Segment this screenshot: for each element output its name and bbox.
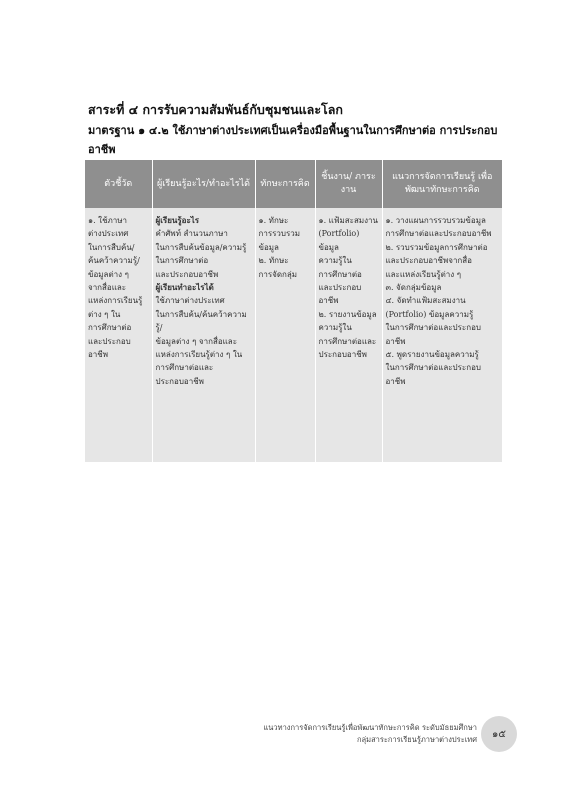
cell-line: ในการศึกษาต่อและประกอบ bbox=[385, 323, 481, 333]
cell-line: และประกอบอาชีพ bbox=[318, 283, 362, 306]
cell-line: และแหล่งเรียนรู้ต่าง ๆ bbox=[385, 269, 462, 279]
cell-line: อาชีพ bbox=[88, 350, 108, 360]
cell-line: อาชีพ bbox=[385, 376, 406, 386]
cell-line: การศึกษาต่อ bbox=[318, 269, 362, 279]
cell-line: การศึกษาต่อและ bbox=[155, 363, 214, 373]
thinking-skill-cell bbox=[255, 208, 315, 462]
cell-line: ความรู้ใน bbox=[318, 323, 352, 333]
cell-line: จากสื่อและ bbox=[88, 283, 127, 293]
cell-line: ๒. รายงานข้อมูล bbox=[318, 309, 377, 319]
cell-line: (Portfolio) ข้อมูล bbox=[318, 229, 360, 252]
cell-line: ผู้เรียนรู้อะไร bbox=[155, 215, 200, 225]
cell-line: ในการสืบค้นข้อมูล/ความรู้ bbox=[155, 242, 247, 252]
cell-line: ข้อมูลต่าง ๆ bbox=[88, 269, 129, 279]
learning-approach-cell bbox=[382, 208, 502, 462]
cell-line: แหล่งการเรียนรู้ต่าง ๆ ใน bbox=[155, 350, 243, 360]
cell-line: การศึกษาต่อและ bbox=[318, 336, 377, 346]
cell-line: ๑. วางแผนการรวบรวมข้อมูล bbox=[385, 216, 486, 225]
standard-line-1: มาตรฐาน ๑ ๔.๒ ใช้ภาษาต่างประเทศเป็นเครื่องมือพื้นฐานในการศึกษาต่อ การประกอบอาชีพ bbox=[88, 124, 498, 156]
cell-line: ๒. ทักษะ bbox=[258, 256, 289, 266]
cell-line: การรวบรวม bbox=[258, 229, 301, 239]
cell-line: ๔. จัดทำแฟ้มสะสมงาน bbox=[385, 296, 466, 306]
strand-heading: สาระที่ ๔ การรับความสัมพันธ์กับชุมชนและโลก bbox=[88, 102, 343, 117]
curriculum-table bbox=[85, 160, 502, 462]
page-number: ๑๕ bbox=[481, 716, 517, 752]
table-header-row bbox=[85, 160, 502, 208]
header-learning-approach: แนวการจัดการเรียนรู้ เพื่อพัฒนาทักษะการคิด bbox=[382, 160, 502, 208]
cell-line: และประกอบ bbox=[88, 336, 131, 346]
footer-line-1: แนวทางการจัดการเรียนรู้เพื่อพัฒนาทักษะการคิด ระดับมัธยมศึกษา bbox=[263, 723, 477, 732]
cell-line: ต่างประเทศ bbox=[88, 229, 129, 239]
cell-line: การศึกษาต่อและประกอบอาชีพ bbox=[385, 229, 492, 239]
cell-line: ในการสืบค้น/ bbox=[88, 242, 135, 252]
cell-line: และประกอบอาชีพ bbox=[155, 269, 219, 279]
cell-line: ข้อมูล bbox=[258, 242, 279, 252]
cell-line: ๑. ทักษะ bbox=[258, 216, 289, 225]
cell-line: ๕. พูดรายงานข้อมูลความรู้ bbox=[385, 350, 479, 360]
cell-line: อาชีพ bbox=[385, 336, 406, 346]
page-footer bbox=[263, 722, 477, 746]
cell-line: ในการศึกษาต่อและประกอบ bbox=[385, 363, 481, 373]
cell-line: ๒. รวบรวมข้อมูลการศึกษาต่อ bbox=[385, 242, 488, 252]
footer-line-2: กลุ่มสาระการเรียนรู้ภาษาต่างประเทศ bbox=[357, 735, 477, 744]
learning-cell bbox=[152, 208, 255, 462]
header-indicator: ตัวชี้วัด bbox=[85, 160, 152, 208]
table-row bbox=[85, 208, 502, 462]
cell-line: การศึกษาต่อ bbox=[88, 323, 132, 333]
cell-line: ใช้ภาษาต่างประเทศ bbox=[155, 296, 225, 306]
cell-line: ผู้เรียนทำอะไรได้ bbox=[155, 282, 214, 293]
cell-line: คำศัพท์ สำนวนภาษา bbox=[155, 229, 228, 239]
cell-line: ในการสืบค้น/ค้นคว้าความรู้/ bbox=[155, 309, 247, 333]
cell-line: แหล่งการเรียนรู้ bbox=[88, 296, 143, 306]
cell-line: การจัดกลุ่ม bbox=[258, 269, 298, 279]
header-thinking-skill: ทักษะการคิด bbox=[255, 160, 315, 208]
cell-line: ความรู้ใน bbox=[318, 256, 352, 266]
cell-line: ข้อมูลต่าง ๆ จากสื่อและ bbox=[155, 336, 237, 346]
cell-line: ต่าง ๆ ใน bbox=[88, 309, 121, 319]
cell-line: ในการศึกษาต่อ bbox=[155, 256, 209, 266]
cell-line: ประกอบอาชีพ bbox=[155, 376, 204, 386]
indicator-cell bbox=[85, 208, 152, 462]
cell-line: ๓. จัดกลุ่มข้อมูล bbox=[385, 283, 442, 293]
cell-line: ๑. ใช้ภาษา bbox=[88, 216, 128, 225]
cell-line: ประกอบอาชีพ bbox=[318, 350, 367, 360]
cell-line: (Portfolio) ข้อมูลความรู้ bbox=[385, 309, 474, 319]
cell-line: และประกอบอาชีพจากสื่อ bbox=[385, 256, 472, 266]
header-workpiece: ชิ้นงาน/ ภาระงาน bbox=[315, 160, 382, 208]
cell-line: ค้นคว้าความรู้/ bbox=[88, 256, 140, 266]
workpiece-cell bbox=[315, 208, 382, 462]
header-learning: ผู้เรียนรู้อะไร/ทำอะไรได้ bbox=[152, 160, 255, 208]
cell-line: ๑. แฟ้มสะสมงาน bbox=[318, 216, 378, 225]
